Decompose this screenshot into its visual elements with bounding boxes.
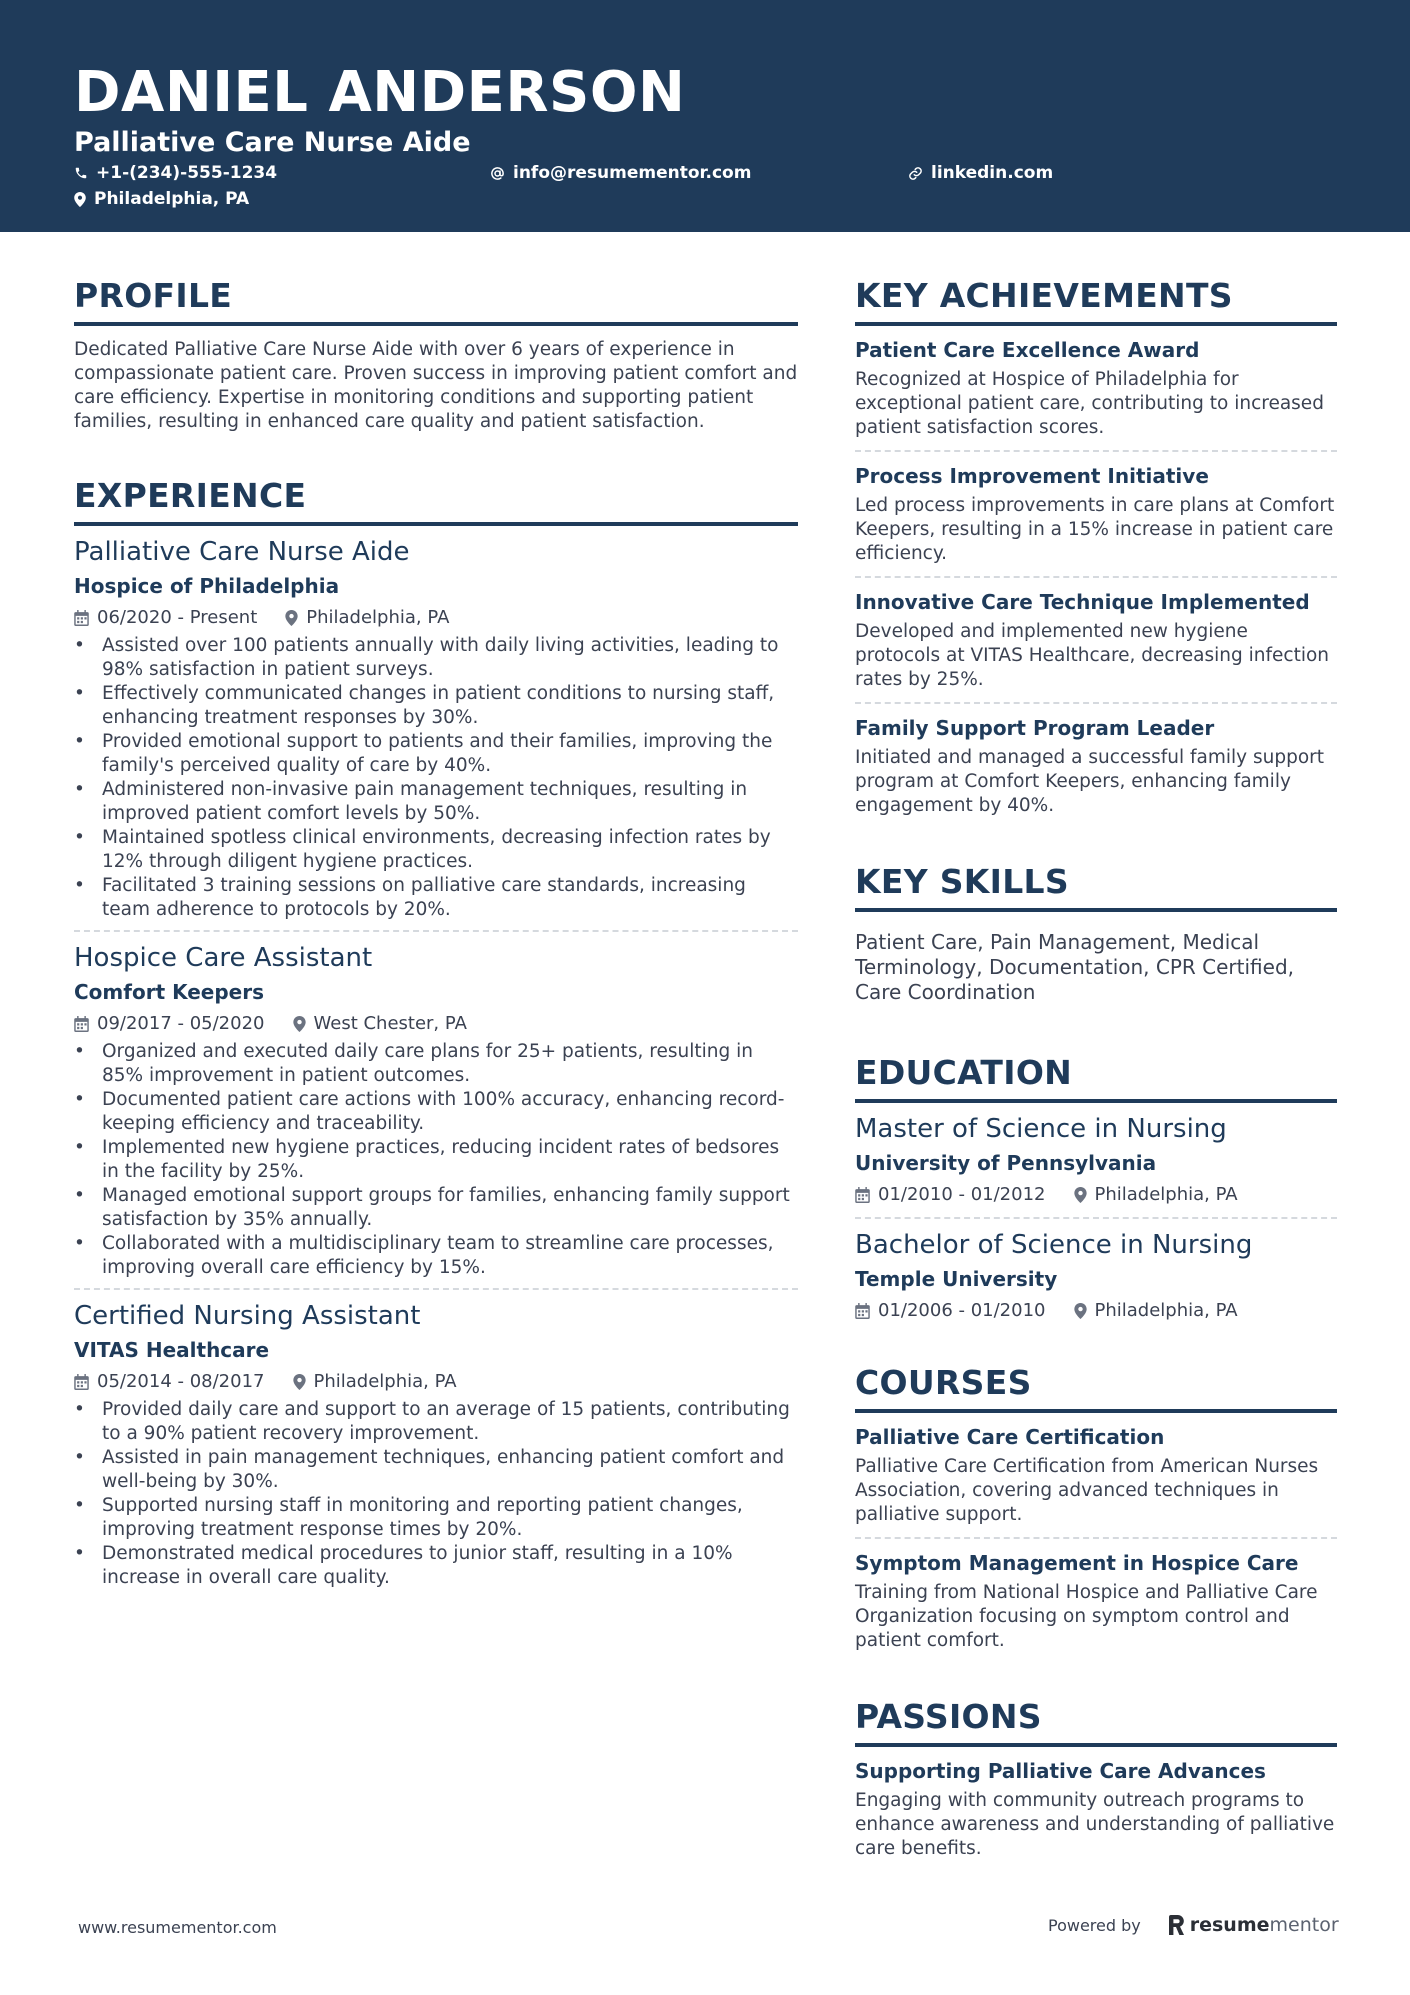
skills-list: Patient Care, Pain Management, Medical Terminology, Documentation, CPR Certified, Care Coordination xyxy=(855,930,1295,1004)
resume-header xyxy=(0,0,1410,232)
job-meta xyxy=(74,1370,798,1394)
list-item: • Assisted in pain management techniques, enhancing patient comfort and well-being by 30%. xyxy=(74,1446,798,1494)
job-role: Hospice Care Assistant xyxy=(74,943,373,973)
resumementor-logo-icon xyxy=(1169,1915,1185,1935)
courses-section xyxy=(855,1359,1337,1663)
calendar-icon xyxy=(855,1303,870,1319)
job-dates: 06/2020 - Present xyxy=(97,607,258,628)
course-entry xyxy=(855,1539,1337,1663)
footer-website[interactable]: www.resumementor.com xyxy=(78,1918,277,1937)
job-dates: 09/2017 - 05/2020 xyxy=(97,1013,265,1034)
job-location: Philadelphia, PA xyxy=(313,1371,457,1392)
contact-email[interactable] xyxy=(490,161,751,185)
list-item: • Administered non-invasive pain management techniques, resulting in improved patient comfort levels by 50%. xyxy=(74,778,798,826)
passion-desc: Engaging with community outreach programs to enhance awareness and understanding of palliative care benefits. xyxy=(855,1790,1335,1859)
contact-linkedin[interactable] xyxy=(908,161,1053,185)
section-title: PROFILE xyxy=(74,272,798,326)
job-dates: 05/2014 - 08/2017 xyxy=(97,1371,265,1392)
achievement-title: Family Support Program Leader xyxy=(855,716,1215,740)
email-link[interactable]: info@resumementor.com xyxy=(513,163,752,183)
profile-summary: Dedicated Palliative Care Nurse Aide with over 6 years of experience in compassionate patient care. Proven success in improving patient comfort and care efficiency. Expertise in monitoring conditions and supporting patient families, resulting in enhanced care quality and patient satisfaction. xyxy=(74,339,798,432)
list-item: • Facilitated 3 training sessions on palliative care standards, increasing team adherence to protocols by 20%. xyxy=(74,874,798,922)
contact-location xyxy=(74,187,249,211)
calendar-icon xyxy=(74,1016,89,1032)
job-location: Philadelphia, PA xyxy=(306,607,450,628)
achievement-title: Process Improvement Initiative xyxy=(855,464,1209,488)
section-title: PASSIONS xyxy=(855,1693,1337,1747)
location-text: Philadelphia, PA xyxy=(94,189,250,209)
location-pin-icon xyxy=(74,192,86,207)
phone-text: +1-(234)-555-1234 xyxy=(96,163,278,183)
achievement-entry xyxy=(855,452,1337,578)
education-meta xyxy=(855,1299,1337,1323)
list-item: • Organized and executed daily care plans for 25+ patients, resulting in 85% improvement in patient outcomes. xyxy=(74,1040,798,1088)
list-item: • Demonstrated medical procedures to junior staff, resulting in a 10% increase in overall care quality. xyxy=(74,1542,798,1590)
degree-title: Master of Science in Nursing xyxy=(855,1114,1227,1144)
list-item: • Provided emotional support to patients and their families, improving the family's perceived quality of care by 40%. xyxy=(74,730,798,778)
education-dates: 01/2010 - 01/2012 xyxy=(878,1184,1046,1205)
achievement-desc: Led process improvements in care plans at Comfort Keepers, resulting in a 15% increase in patient care efficiency. xyxy=(855,495,1335,564)
linkedin-link[interactable]: linkedin.com xyxy=(931,163,1054,183)
list-item: • Provided daily care and support to an average of 15 patients, contributing to a 90% patient recovery improvement. xyxy=(74,1398,798,1446)
contact-phone xyxy=(74,161,277,185)
job-location: West Chester, PA xyxy=(313,1013,467,1034)
education-dates: 01/2006 - 01/2010 xyxy=(878,1300,1046,1321)
list-item: • Managed emotional support groups for families, enhancing family support satisfaction by 35% annually. xyxy=(74,1184,798,1232)
location-pin-icon xyxy=(1074,1187,1087,1203)
achievement-entry xyxy=(855,704,1337,828)
brand-name-light: mentor xyxy=(1269,1914,1339,1936)
achievement-title: Patient Care Excellence Award xyxy=(855,338,1200,362)
experience-entry xyxy=(74,526,798,932)
achievement-entry xyxy=(855,578,1337,704)
link-icon xyxy=(908,166,923,181)
list-item: • Assisted over 100 patients annually with daily living activities, leading to 98% satisfaction in patient surveys. xyxy=(74,634,798,682)
powered-by-label: Powered by xyxy=(1048,1915,1141,1935)
education-entry xyxy=(855,1103,1337,1219)
achievement-desc: Initiated and managed a successful family support program at Comfort Keepers, enhancing family engagement by 40%. xyxy=(855,747,1325,816)
candidate-name: DANIEL ANDERSON xyxy=(74,60,686,125)
job-bullets xyxy=(74,634,798,922)
location-pin-icon xyxy=(293,1374,306,1390)
left-column xyxy=(74,272,798,1598)
brand-name-bold: resume xyxy=(1189,1914,1270,1936)
list-item: • Implemented new hygiene practices, reducing incident rates of bedsores in the facility by 25%. xyxy=(74,1136,798,1184)
passion-title: Supporting Palliative Care Advances xyxy=(855,1759,1266,1783)
brand-logo[interactable] xyxy=(1169,1914,1339,1936)
skills-section xyxy=(855,858,1337,1005)
school-name: Temple University xyxy=(855,1267,1058,1291)
achievement-desc: Recognized at Hospice of Philadelphia for exceptional patient care, contributing to increased patient satisfaction scores. xyxy=(855,369,1324,438)
calendar-icon xyxy=(74,1374,89,1390)
section-title: COURSES xyxy=(855,1359,1337,1413)
education-section xyxy=(855,1049,1337,1333)
school-name: University of Pennsylvania xyxy=(855,1151,1157,1175)
section-title: KEY ACHIEVEMENTS xyxy=(855,272,1337,326)
experience-entry xyxy=(74,1290,798,1598)
job-company: VITAS Healthcare xyxy=(74,1338,270,1362)
passion-entry xyxy=(855,1747,1337,1871)
passions-section xyxy=(855,1693,1337,1871)
course-entry xyxy=(855,1413,1337,1539)
achievement-desc: Developed and implemented new hygiene protocols at VITAS Healthcare, decreasing infection rates by 25%. xyxy=(855,621,1330,690)
profile-section xyxy=(74,272,798,434)
calendar-icon xyxy=(855,1187,870,1203)
education-location: Philadelphia, PA xyxy=(1094,1184,1238,1205)
achievement-entry xyxy=(855,326,1337,452)
list-item: • Collaborated with a multidisciplinary team to streamline care processes, improving overall care efficiency by 15%. xyxy=(74,1232,798,1280)
right-column xyxy=(855,272,1337,1871)
job-role: Palliative Care Nurse Aide xyxy=(74,537,410,567)
achievement-title: Innovative Care Technique Implemented xyxy=(855,590,1310,614)
list-item: • Maintained spotless clinical environments, decreasing infection rates by 12% through diligent hygiene practices. xyxy=(74,826,798,874)
job-meta xyxy=(74,1012,798,1036)
education-entry xyxy=(855,1219,1337,1333)
experience-entry xyxy=(74,932,798,1290)
course-desc: Palliative Care Certification from American Nurses Association, covering advanced techniques in palliative support. xyxy=(855,1456,1319,1525)
section-title: EXPERIENCE xyxy=(74,472,798,526)
course-desc: Training from National Hospice and Palliative Care Organization focusing on symptom control and patient comfort. xyxy=(855,1582,1318,1651)
job-bullets xyxy=(74,1040,798,1280)
list-item: • Supported nursing staff in monitoring and reporting patient changes, improving treatment response times by 20%. xyxy=(74,1494,798,1542)
section-title: EDUCATION xyxy=(855,1049,1337,1103)
section-title: KEY SKILLS xyxy=(855,858,1337,912)
candidate-title: Palliative Care Nurse Aide xyxy=(74,127,471,158)
at-icon xyxy=(490,166,505,181)
location-pin-icon xyxy=(1074,1303,1087,1319)
job-meta xyxy=(74,606,798,630)
degree-title: Bachelor of Science in Nursing xyxy=(855,1230,1253,1260)
location-pin-icon xyxy=(285,610,298,626)
job-role: Certified Nursing Assistant xyxy=(74,1301,421,1331)
education-meta xyxy=(855,1183,1337,1207)
job-company: Hospice of Philadelphia xyxy=(74,574,340,598)
course-title: Palliative Care Certification xyxy=(855,1425,1165,1449)
course-title: Symptom Management in Hospice Care xyxy=(855,1551,1299,1575)
job-company: Comfort Keepers xyxy=(74,980,265,1004)
education-location: Philadelphia, PA xyxy=(1094,1300,1238,1321)
location-pin-icon xyxy=(293,1016,306,1032)
footer-powered-by xyxy=(1048,1914,1339,1936)
experience-section xyxy=(74,472,798,1598)
achievements-section xyxy=(855,272,1337,828)
list-item: • Documented patient care actions with 100% accuracy, enhancing record-keeping efficiency and traceability. xyxy=(74,1088,798,1136)
list-item: • Effectively communicated changes in patient conditions to nursing staff, enhancing treatment responses by 30%. xyxy=(74,682,798,730)
job-bullets xyxy=(74,1398,798,1590)
calendar-icon xyxy=(74,610,89,626)
phone-icon xyxy=(74,166,88,180)
